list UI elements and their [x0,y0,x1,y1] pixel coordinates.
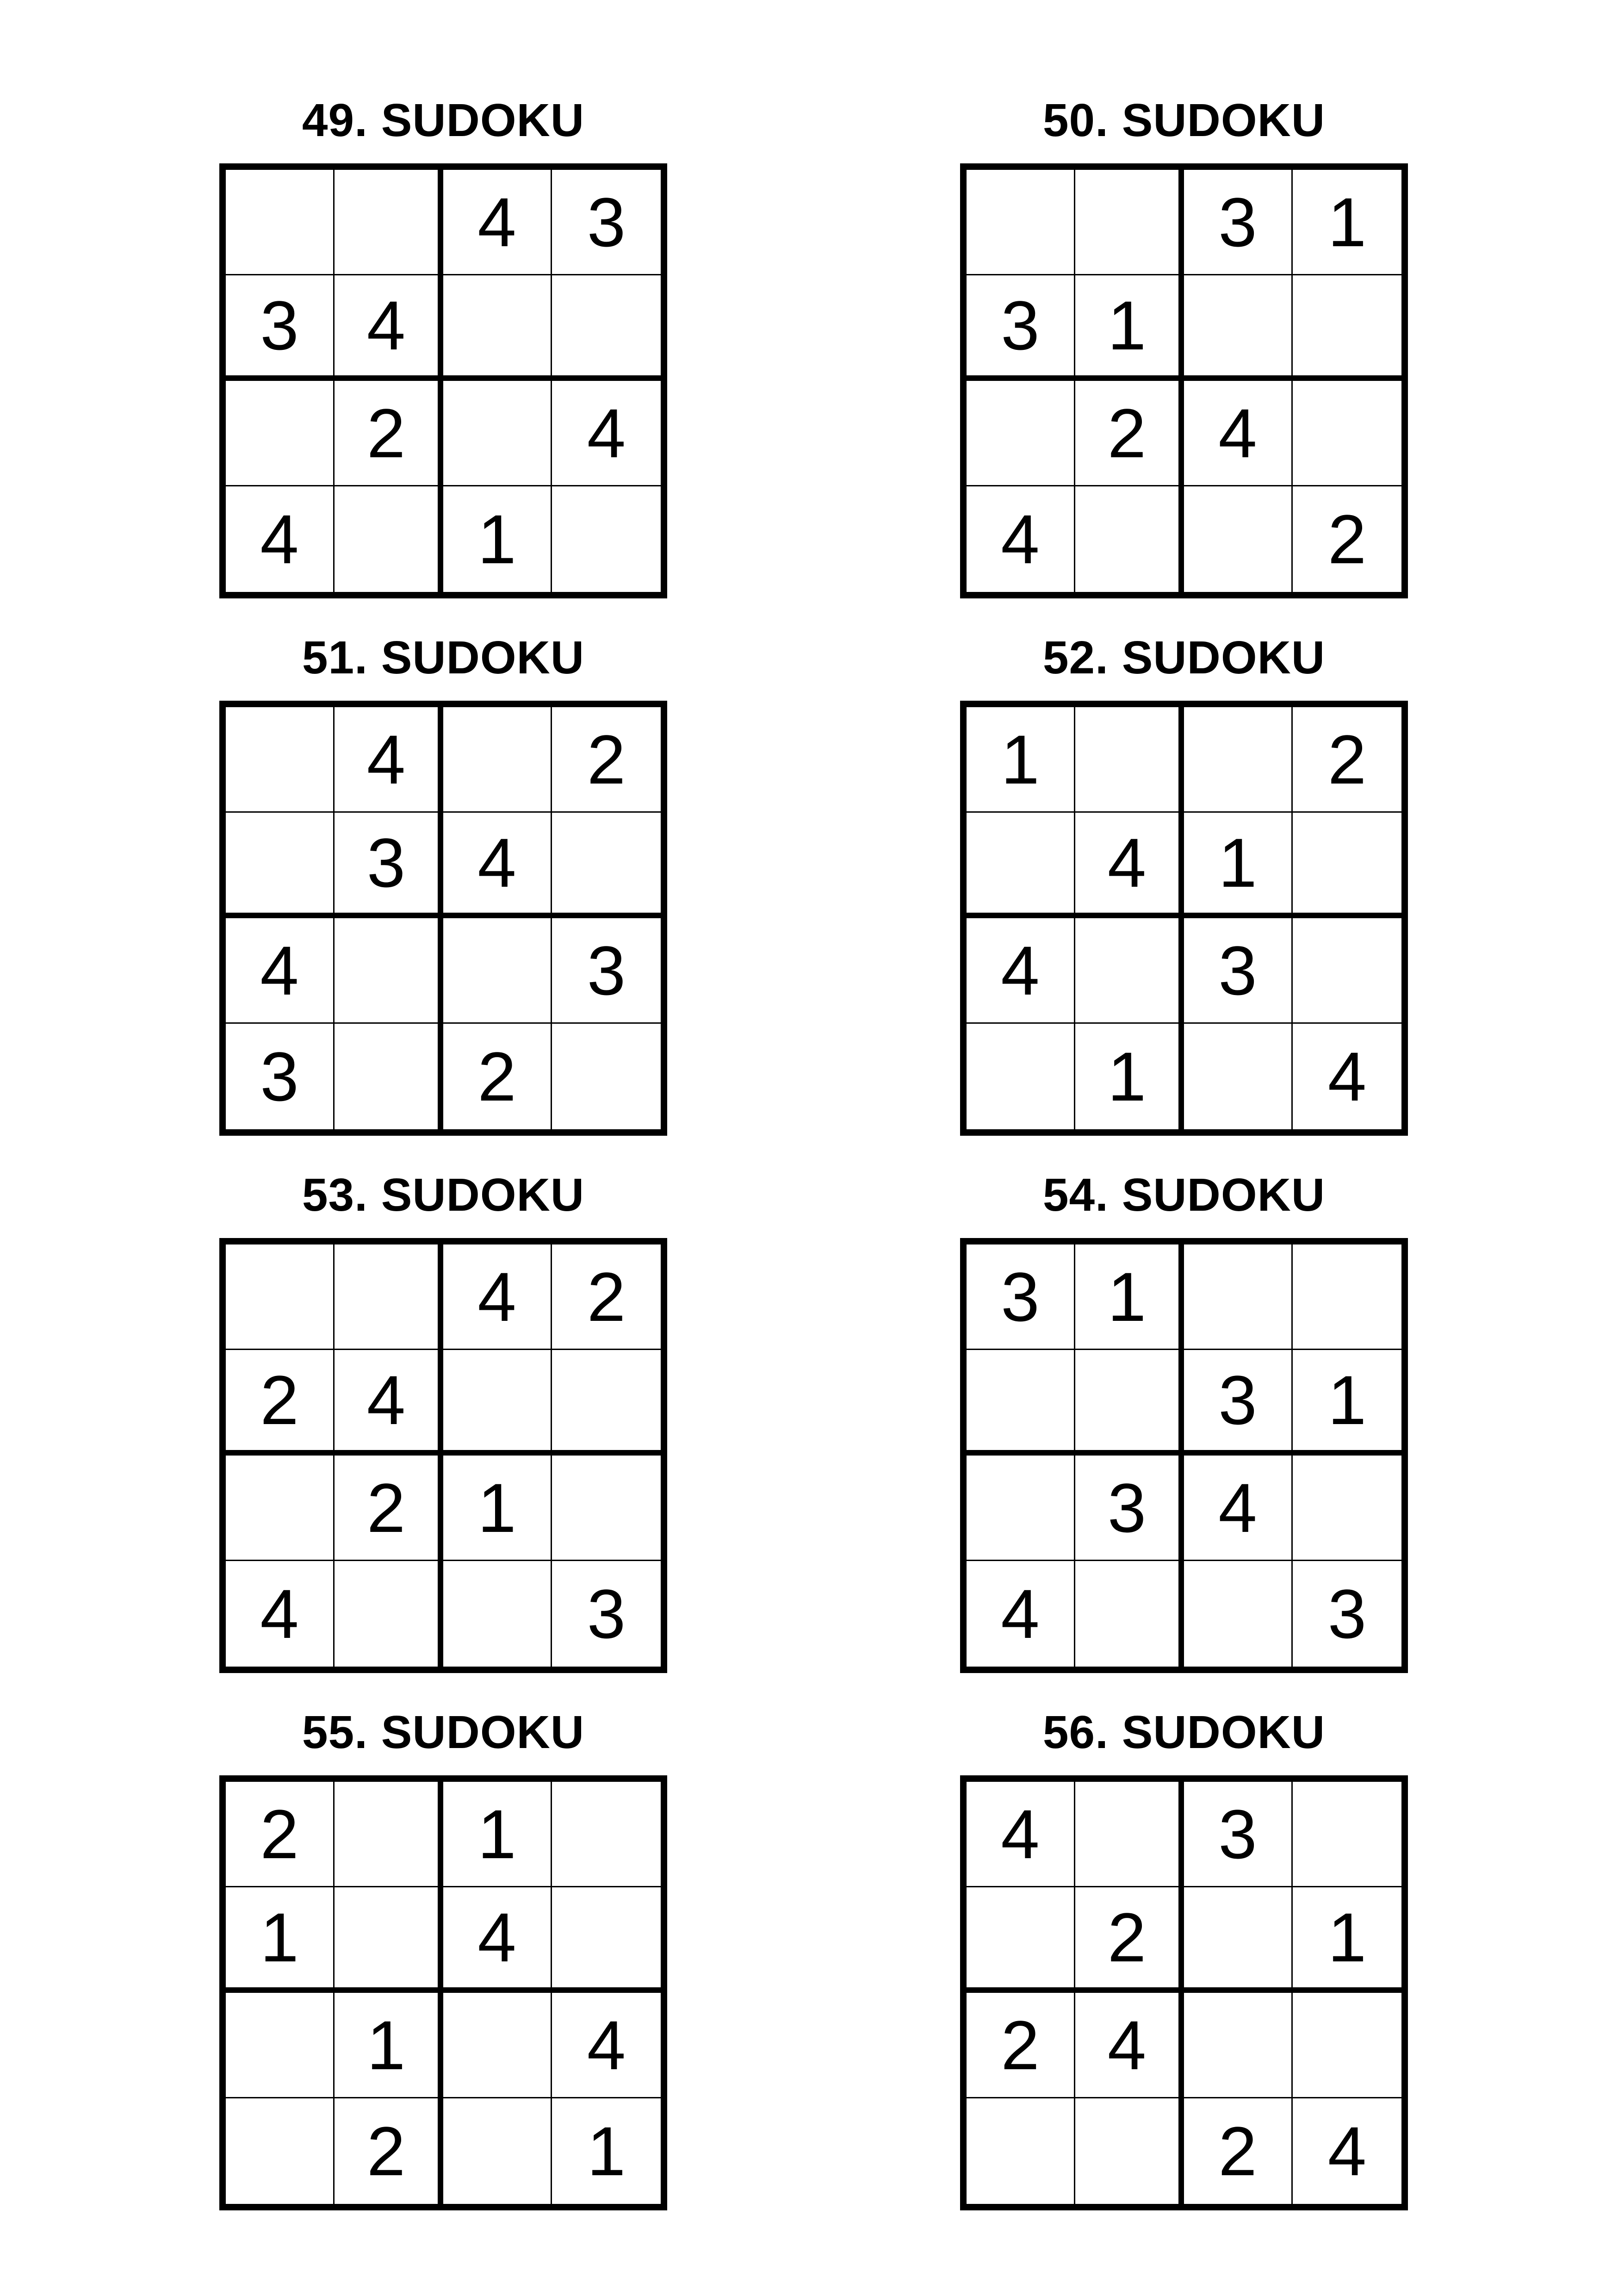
sudoku-cell: 1 [1293,1350,1401,1456]
sudoku-cell [1293,381,1401,486]
sudoku-cell [1184,486,1293,592]
sudoku-cell [552,1782,661,1887]
sudoku-cell [1293,813,1401,918]
sudoku-cell: 4 [443,1887,552,1993]
sudoku-cell: 3 [587,1575,626,1653]
sudoku-cell [443,275,552,381]
sudoku-cell: 1 [1293,1887,1401,1993]
sudoku-cell [967,1024,1075,1129]
puzzle-title: 55. SUDOKU [302,1706,585,1758]
sudoku-cell: 3 [226,275,335,381]
sudoku-cell [1184,707,1293,813]
sudoku-cell [1075,170,1184,275]
sudoku-cell: 2 [1075,381,1184,486]
sudoku-cell [552,1456,661,1561]
sudoku-cell [335,1887,443,1993]
sudoku-cell [335,1024,443,1129]
sudoku-cell: 4 [1075,1993,1184,2098]
sudoku-cell: 4 [1327,1038,1367,1115]
sudoku-cell [226,170,335,275]
sudoku-cell [552,486,661,592]
sudoku-cell [335,486,443,592]
sudoku-cell: 4 [335,1350,443,1456]
sudoku-cell: 1 [1293,170,1401,275]
sudoku-cell: 2 [335,2098,443,2204]
sudoku-cell [226,1244,335,1350]
sudoku-grid [219,701,667,1136]
puzzle-title: 51. SUDOKU [302,632,585,684]
sudoku-cell: 2 [552,707,661,813]
sudoku-cell [1293,275,1401,381]
sudoku-cell: 4 [1184,1456,1293,1561]
sudoku-cell [443,918,552,1024]
sudoku-cell: 1 [443,1456,552,1561]
puzzle-title: 50. SUDOKU [1042,94,1326,146]
sudoku-cell [1075,2098,1184,2204]
sudoku-cell: 4 [335,275,443,381]
sudoku-cell [226,1993,335,2098]
sudoku-cell [1184,1993,1293,2098]
sudoku-cell: 2 [552,1244,661,1350]
sudoku-grid [960,701,1408,1136]
sudoku-cell [1075,1350,1184,1456]
sudoku-cell [552,1887,661,1993]
sudoku-cell [226,707,335,813]
sudoku-grid [219,163,667,598]
sudoku-cell: 3 [335,813,443,918]
sudoku-cell: 4 [967,1561,1075,1667]
sudoku-cell: 1 [1184,813,1293,918]
sudoku-cell: 1 [1075,1024,1184,1129]
sudoku-cell [552,275,661,381]
sudoku-cell: 3 [1327,1575,1367,1653]
sudoku-cell: 1 [1075,1244,1184,1350]
sudoku-cell [967,170,1075,275]
sudoku-cell [335,1782,443,1887]
sudoku-cell [443,1561,552,1667]
sudoku-cell: 2 [226,1350,335,1456]
sudoku-cell [1293,1993,1401,2098]
sudoku-cell [1075,1782,1184,1887]
sudoku-cell [1184,1887,1293,1993]
sudoku-cell [226,1456,335,1561]
sudoku-cell [1075,486,1184,592]
puzzle-title: 56. SUDOKU [1042,1706,1326,1758]
sudoku-cell [1075,918,1184,1024]
sudoku-cell [1184,1561,1293,1667]
sudoku-cell [443,1993,552,2098]
sudoku-cell: 1 [967,707,1075,813]
sudoku-cell: 1 [443,486,552,592]
sudoku-cell [335,918,443,1024]
sudoku-cell: 1 [443,1782,552,1887]
sudoku-cell [552,1024,661,1129]
sudoku-cell [1075,1561,1184,1667]
sudoku-cell: 1 [335,1993,443,2098]
sudoku-cell [967,1350,1075,1456]
sudoku-cell: 4 [1075,813,1184,918]
sudoku-cell [1293,1782,1401,1887]
sudoku-cell: 4 [335,707,443,813]
sudoku-cell [226,381,335,486]
sudoku-cell: 4 [443,1244,552,1350]
sudoku-grid [960,1238,1408,1673]
sudoku-cell [443,1350,552,1456]
sudoku-cell: 4 [552,381,661,486]
sudoku-cell: 1 [587,2112,626,2190]
sudoku-cell [967,1887,1075,1993]
sudoku-cell [1075,707,1184,813]
sudoku-cell [335,170,443,275]
sudoku-cell [335,1244,443,1350]
sudoku-cell: 4 [967,1782,1075,1887]
sudoku-cell [1184,1024,1293,1129]
sudoku-cell: 3 [1184,1782,1293,1887]
sudoku-cell [226,813,335,918]
sudoku-cell: 3 [1075,1456,1184,1561]
sudoku-cell: 3 [967,275,1075,381]
sudoku-cell [1184,1244,1293,1350]
sudoku-cell [1293,1244,1401,1350]
sudoku-cell: 4 [226,918,335,1024]
sudoku-cell: 4 [1184,381,1293,486]
sudoku-cell [1293,1456,1401,1561]
sudoku-cell: 4 [443,813,552,918]
sudoku-cell: 1 [226,1887,335,1993]
sudoku-cell: 3 [967,1244,1075,1350]
sudoku-cell [443,381,552,486]
sudoku-cell [552,813,661,918]
sudoku-cell [967,1456,1075,1561]
puzzle-title: 49. SUDOKU [302,94,585,146]
sudoku-cell: 2 [967,1993,1075,2098]
sudoku-grid [219,1775,667,2210]
sudoku-cell [443,2098,552,2204]
sudoku-cell: 2 [335,381,443,486]
sudoku-cell [967,2098,1075,2204]
sudoku-grid [960,163,1408,598]
sudoku-cell: 2 [1293,707,1401,813]
sudoku-cell [443,707,552,813]
sudoku-cell: 4 [443,170,552,275]
sudoku-grid [960,1775,1408,2210]
sudoku-cell: 4 [226,486,335,592]
sudoku-cell: 1 [1075,275,1184,381]
sudoku-cell: 4 [967,918,1075,1024]
sudoku-cell: 3 [1184,1350,1293,1456]
sudoku-cell [967,813,1075,918]
sudoku-cell: 4 [1327,2112,1367,2190]
sudoku-cell: 3 [1184,170,1293,275]
puzzle-title: 53. SUDOKU [302,1169,585,1221]
sudoku-cell: 2 [226,1782,335,1887]
sudoku-cell: 2 [335,1456,443,1561]
puzzle-title: 54. SUDOKU [1042,1169,1326,1221]
sudoku-cell [967,381,1075,486]
sudoku-cell: 2 [1184,2098,1293,2204]
sudoku-cell: 2 [1327,500,1367,578]
sudoku-cell [552,1350,661,1456]
sudoku-cell: 4 [967,486,1075,592]
sudoku-cell [1184,275,1293,381]
sudoku-grid [219,1238,667,1673]
sudoku-cell [226,2098,335,2204]
sudoku-cell: 2 [1075,1887,1184,1993]
sudoku-cell: 4 [552,1993,661,2098]
sudoku-cell: 3 [552,170,661,275]
sudoku-cell: 3 [1184,918,1293,1024]
sudoku-cell: 3 [552,918,661,1024]
sudoku-cell [335,1561,443,1667]
puzzle-title: 52. SUDOKU [1042,632,1326,684]
sudoku-cell: 3 [226,1024,335,1129]
sudoku-cell: 2 [443,1024,552,1129]
sudoku-cell [1293,918,1401,1024]
sudoku-cell: 4 [226,1561,335,1667]
